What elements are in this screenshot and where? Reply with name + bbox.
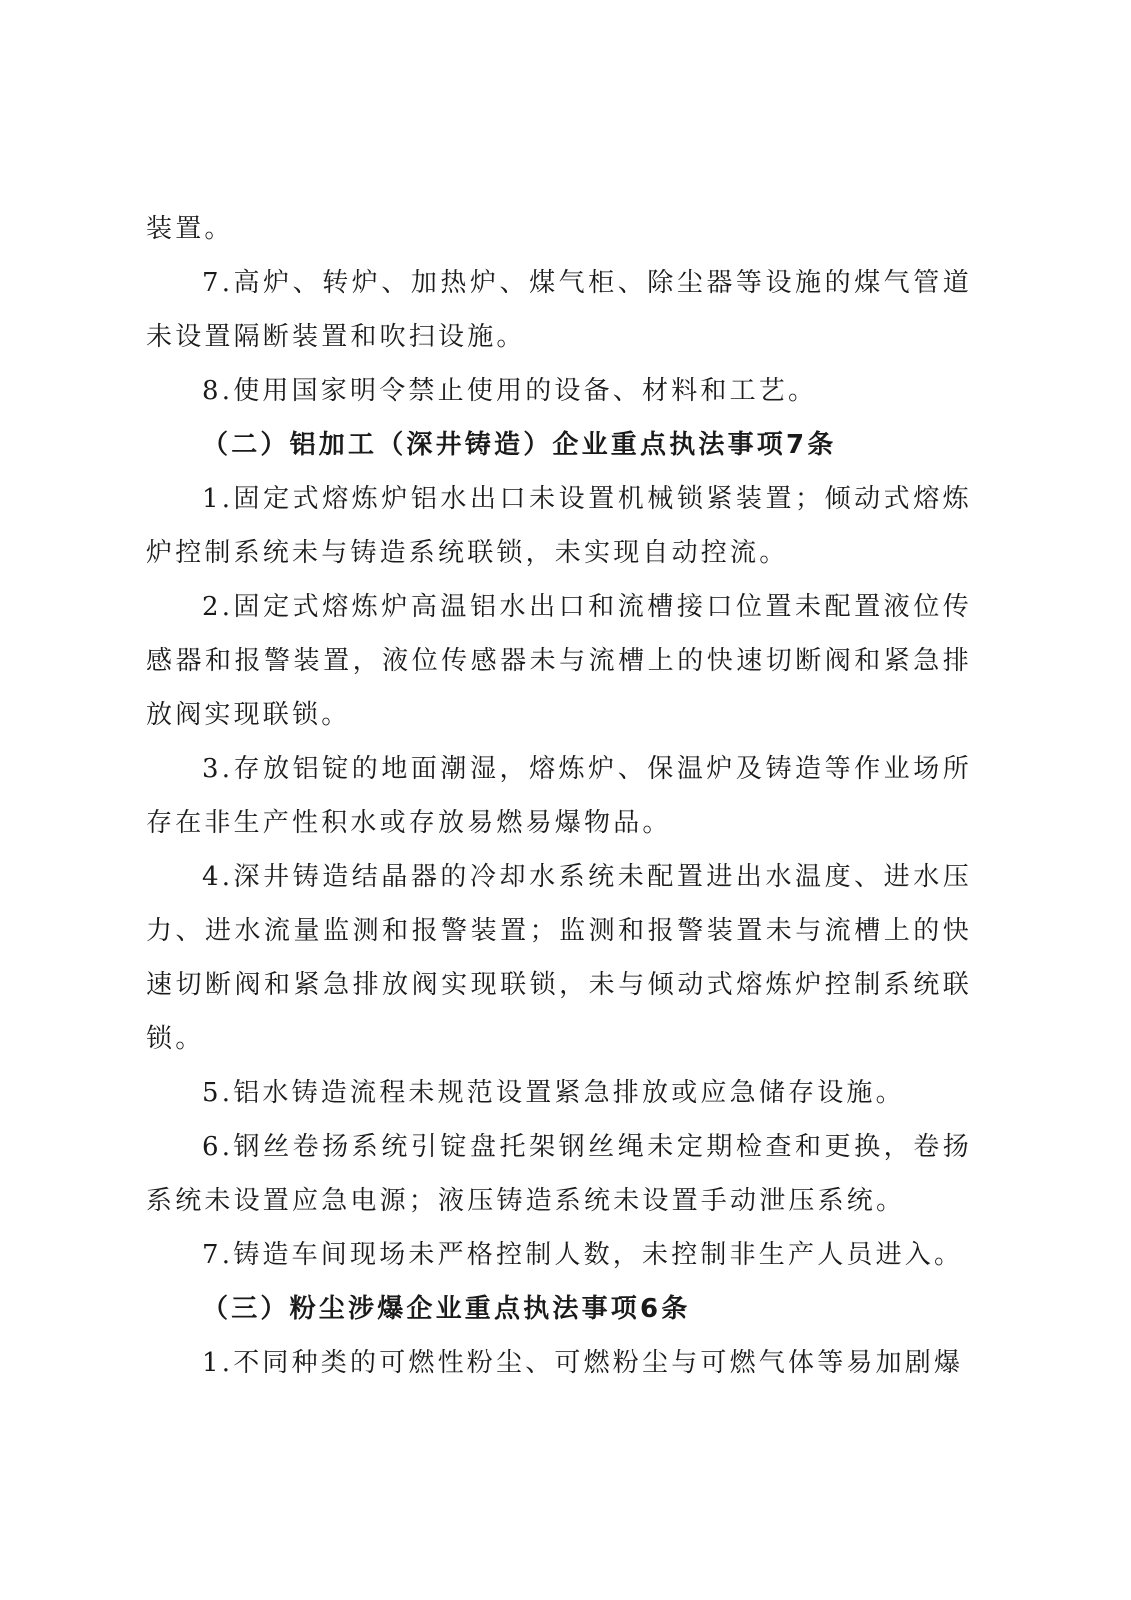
paragraph-continuation: 装置。 <box>146 214 234 244</box>
paragraph-dust-item-1: 1.不同种类的可燃性粉尘、可燃粉尘与可燃气体等易加剧爆 <box>202 1348 964 1378</box>
document-body <box>146 202 972 1390</box>
paragraph-aluminum-item-3: 3.存放铝锭的地面潮湿，熔炼炉、保温炉及铸造等作业场所存在非生产性积水或存放易燃易爆物品。 <box>146 754 972 838</box>
section-heading-aluminum: （二）铝加工（深井铸造）企业重点执法事项7条 <box>202 430 837 460</box>
paragraph-aluminum-item-6: 6.钢丝卷扬系统引锭盘托架钢丝绳未定期检查和更换，卷扬系统未设置应急电源；液压铸造系统未设置手动泄压系统。 <box>146 1132 972 1216</box>
paragraph-item-7-gas-pipeline: 7.高炉、转炉、加热炉、煤气柜、除尘器等设施的煤气管道未设置隔断装置和吹扫设施。 <box>146 268 972 352</box>
paragraph-aluminum-item-1: 1.固定式熔炼炉铝水出口未设置机械锁紧装置；倾动式熔炼炉控制系统未与铸造系统联锁，未实现自动控流。 <box>146 484 972 568</box>
paragraph-aluminum-item-7: 7.铸造车间现场未严格控制人数，未控制非生产人员进入。 <box>202 1240 964 1270</box>
section-heading-dust-explosion: （三）粉尘涉爆企业重点执法事项6条 <box>202 1294 691 1324</box>
paragraph-aluminum-item-4: 4.深井铸造结晶器的冷却水系统未配置进出水温度、进水压力、进水流量监测和报警装置；监测和报警装置未与流槽上的快速切断阀和紧急排放阀实现联锁，未与倾动式熔炼炉控制系统联锁。 <box>146 862 972 1054</box>
paragraph-aluminum-item-2: 2.固定式熔炼炉高温铝水出口和流槽接口位置未配置液位传感器和报警装置，液位传感器未与流槽上的快速切断阀和紧急排放阀实现联锁。 <box>146 592 972 730</box>
paragraph-item-8-prohibited-equipment: 8.使用国家明令禁止使用的设备、材料和工艺。 <box>202 376 818 406</box>
paragraph-aluminum-item-5: 5.铝水铸造流程未规范设置紧急排放或应急储存设施。 <box>202 1078 905 1108</box>
